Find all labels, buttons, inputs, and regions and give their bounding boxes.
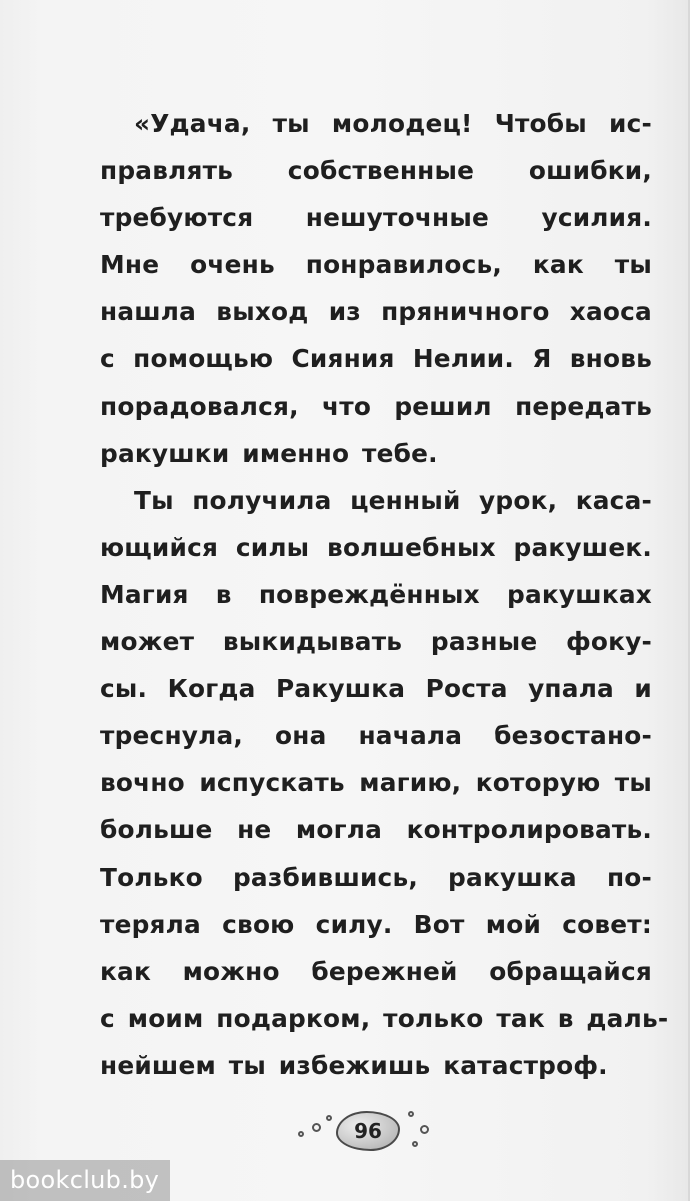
text-line: ющийся силы волшебных ракушек.	[100, 532, 652, 562]
bubble-dot-icon	[312, 1123, 321, 1132]
watermark: bookclub.by	[0, 1160, 170, 1201]
page-number: 96	[336, 1111, 400, 1151]
bubble-dot-icon	[408, 1111, 414, 1117]
bubble-dot-icon	[412, 1141, 418, 1147]
text-line: вочно испускать магию, которую ты	[100, 768, 652, 798]
text-line: требуются нешуточные усилия.	[100, 203, 652, 233]
paragraph-2	[100, 477, 669, 1089]
text-line: порадовался, что решил передать	[100, 391, 652, 421]
bubble-dot-icon	[326, 1115, 332, 1121]
page-number-ornament	[290, 1105, 440, 1155]
bubble-dot-icon	[298, 1131, 304, 1137]
text-line: «Удача, ты молодец! Чтобы ис-	[134, 109, 652, 138]
text-line: нашла выход из пряничного хаоса	[100, 297, 652, 327]
text-line: Ты получила ценный урок, каса-	[134, 485, 652, 515]
text-line: ракушки именно тебе.	[100, 438, 438, 468]
paragraph-1	[100, 100, 652, 477]
text-line: сы. Когда Ракушка Роста упала и	[100, 674, 652, 704]
text-line: треснула, она начала безостано-	[100, 721, 652, 751]
text-line: с моим подарком, только так в даль-	[100, 1003, 669, 1033]
bubble-dot-icon	[420, 1125, 429, 1134]
body-text	[100, 100, 669, 1089]
text-line: с помощью Сияния Нелии. Я вновь	[100, 344, 652, 374]
text-line: теряла свою силу. Вот мой совет:	[100, 909, 652, 939]
text-line: Магия в повреждённых ракушках	[100, 579, 652, 609]
text-line: правлять собственные ошибки,	[100, 156, 652, 186]
text-line: как можно бережней обращайся	[100, 956, 652, 986]
text-line: может выкидывать разные фоку-	[100, 627, 652, 657]
text-line: Мне очень понравилось, как ты	[100, 250, 652, 280]
text-line: больше не могла контролировать.	[100, 815, 652, 845]
text-line: Только разбившись, ракушка по-	[100, 862, 652, 892]
text-line: нейшем ты избежишь катастроф.	[100, 1050, 608, 1080]
